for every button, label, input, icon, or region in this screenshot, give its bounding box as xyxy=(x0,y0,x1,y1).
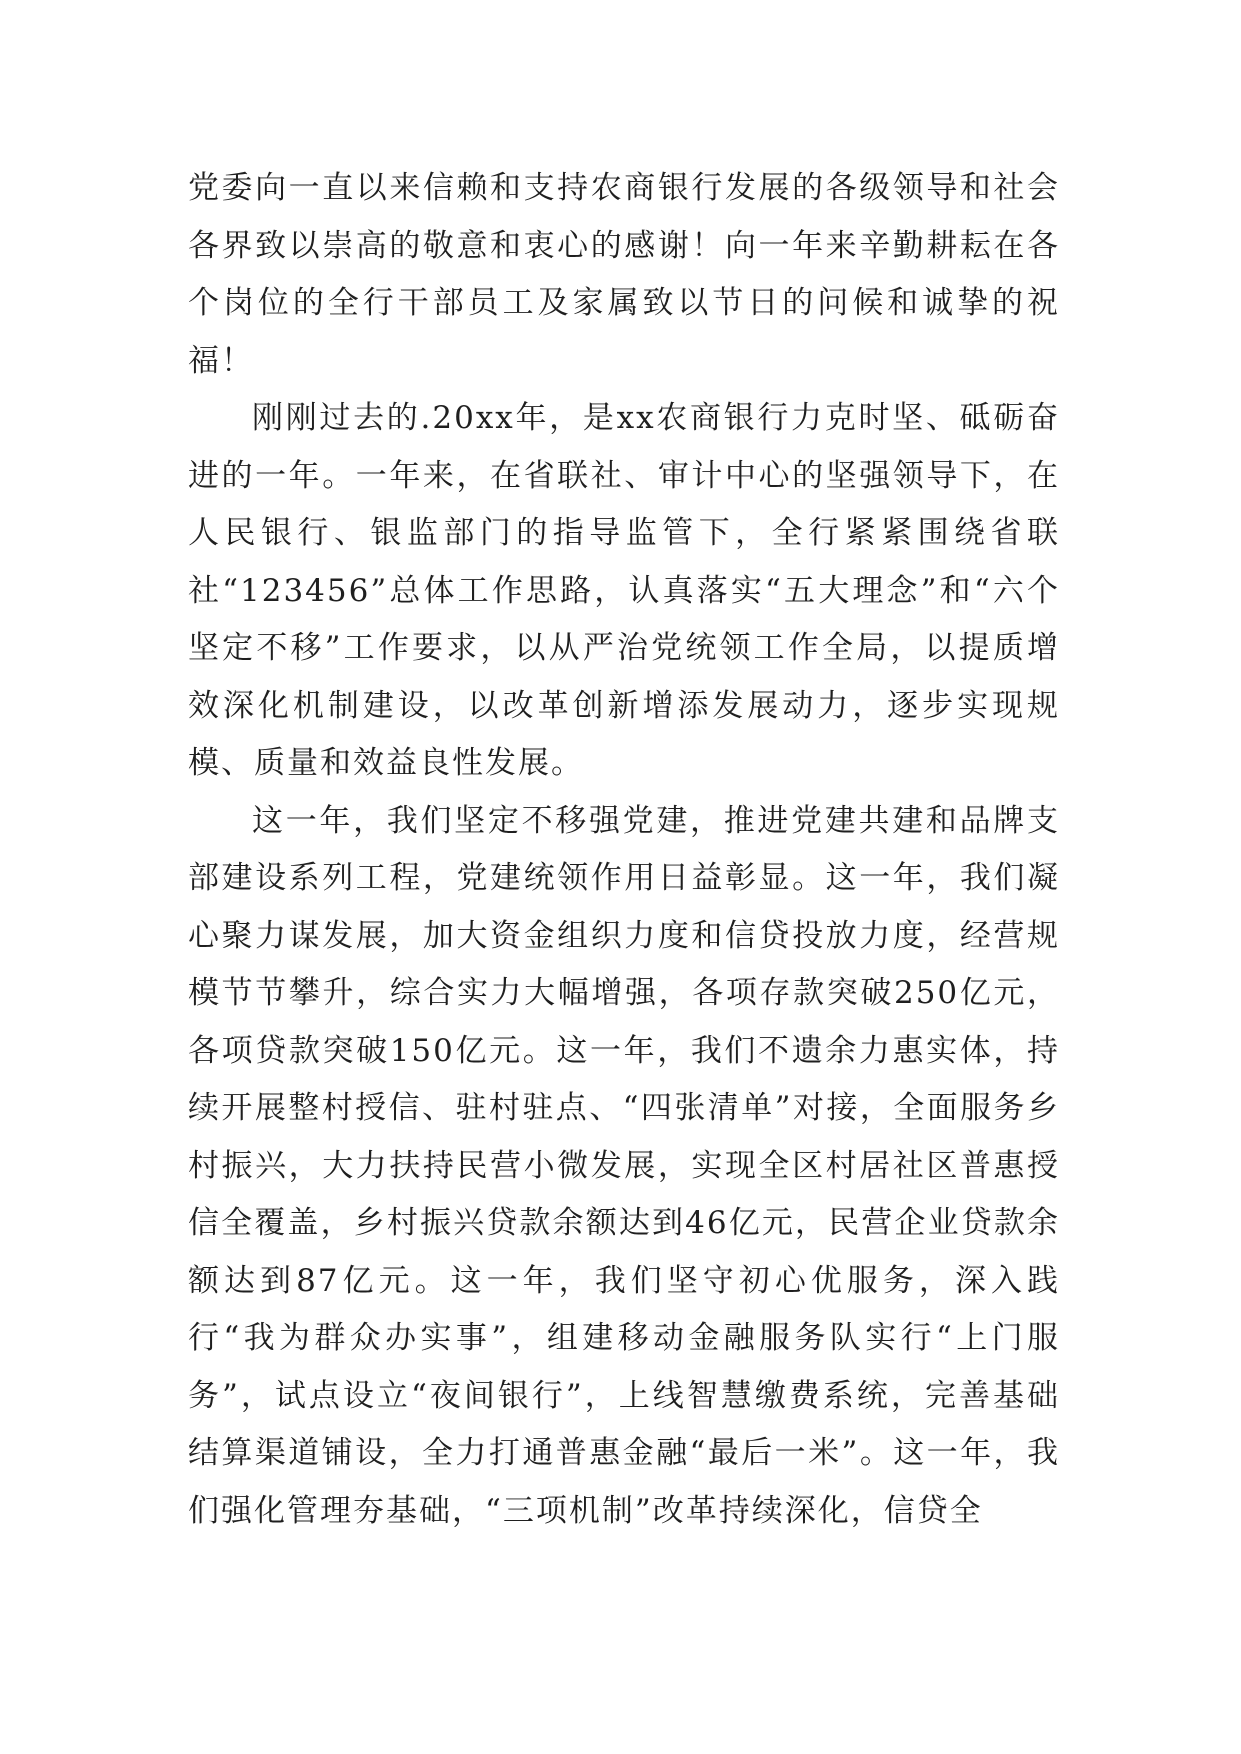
paragraph-gratitude: 党委向一直以来信赖和支持农商银行发展的各级领导和社会各界致以崇高的敬意和衷心的感谢！向一年来辛勤耕耘在各个岗位的全行干部员工及家属致以节日的问候和诚挚的祝福！ xyxy=(188,170,1060,379)
document-body xyxy=(188,160,1060,1540)
paragraph-achievements: 这一年，我们坚定不移强党建，推进党建共建和品牌支部建设系列工程，党建统领作用日益彰显。这一年，我们凝心聚力谋发展，加大资金组织力度和信贷投放力度，经营规模节节攀升，综合实力大幅增强，各项存款突破250亿元，各项贷款突破150亿元。这一年，我们不遗余力惠实体，持续开展整村授信、驻村驻点、“四张清单”对接，全面服务乡村振兴，大力扶持民营小微发展，实现全区村居社区普惠授信全覆盖，乡村振兴贷款余额达到46亿元，民营企业贷款余额达到87亿元。这一年，我们坚守初心优服务，深入践行“我为群众办实事”，组建移动金融服务队实行“上门服务”，试点设立“夜间银行”，上线智慧缴费系统，完善基础结算渠道铺设，全力打通普惠金融“最后一米”。这一年，我们强化管理夯基础，“三项机制”改革持续深化，信贷全 xyxy=(188,802,1060,1529)
paragraph-year-review: 刚刚过去的.20xx年，是xx农商银行力克时坚、砥砺奋进的一年。一年来，在省联社、审计中心的坚强领导下，在人民银行、银监部门的指导监管下，全行紧紧围绕省联社“123456”总体工作思路，认真落实“五大理念”和“六个坚定不移”工作要求，以从严治党统领工作全局，以提质增效深化机制建设，以改革创新增添发展动力，逐步实现规模、质量和效益良性发展。 xyxy=(188,400,1060,781)
